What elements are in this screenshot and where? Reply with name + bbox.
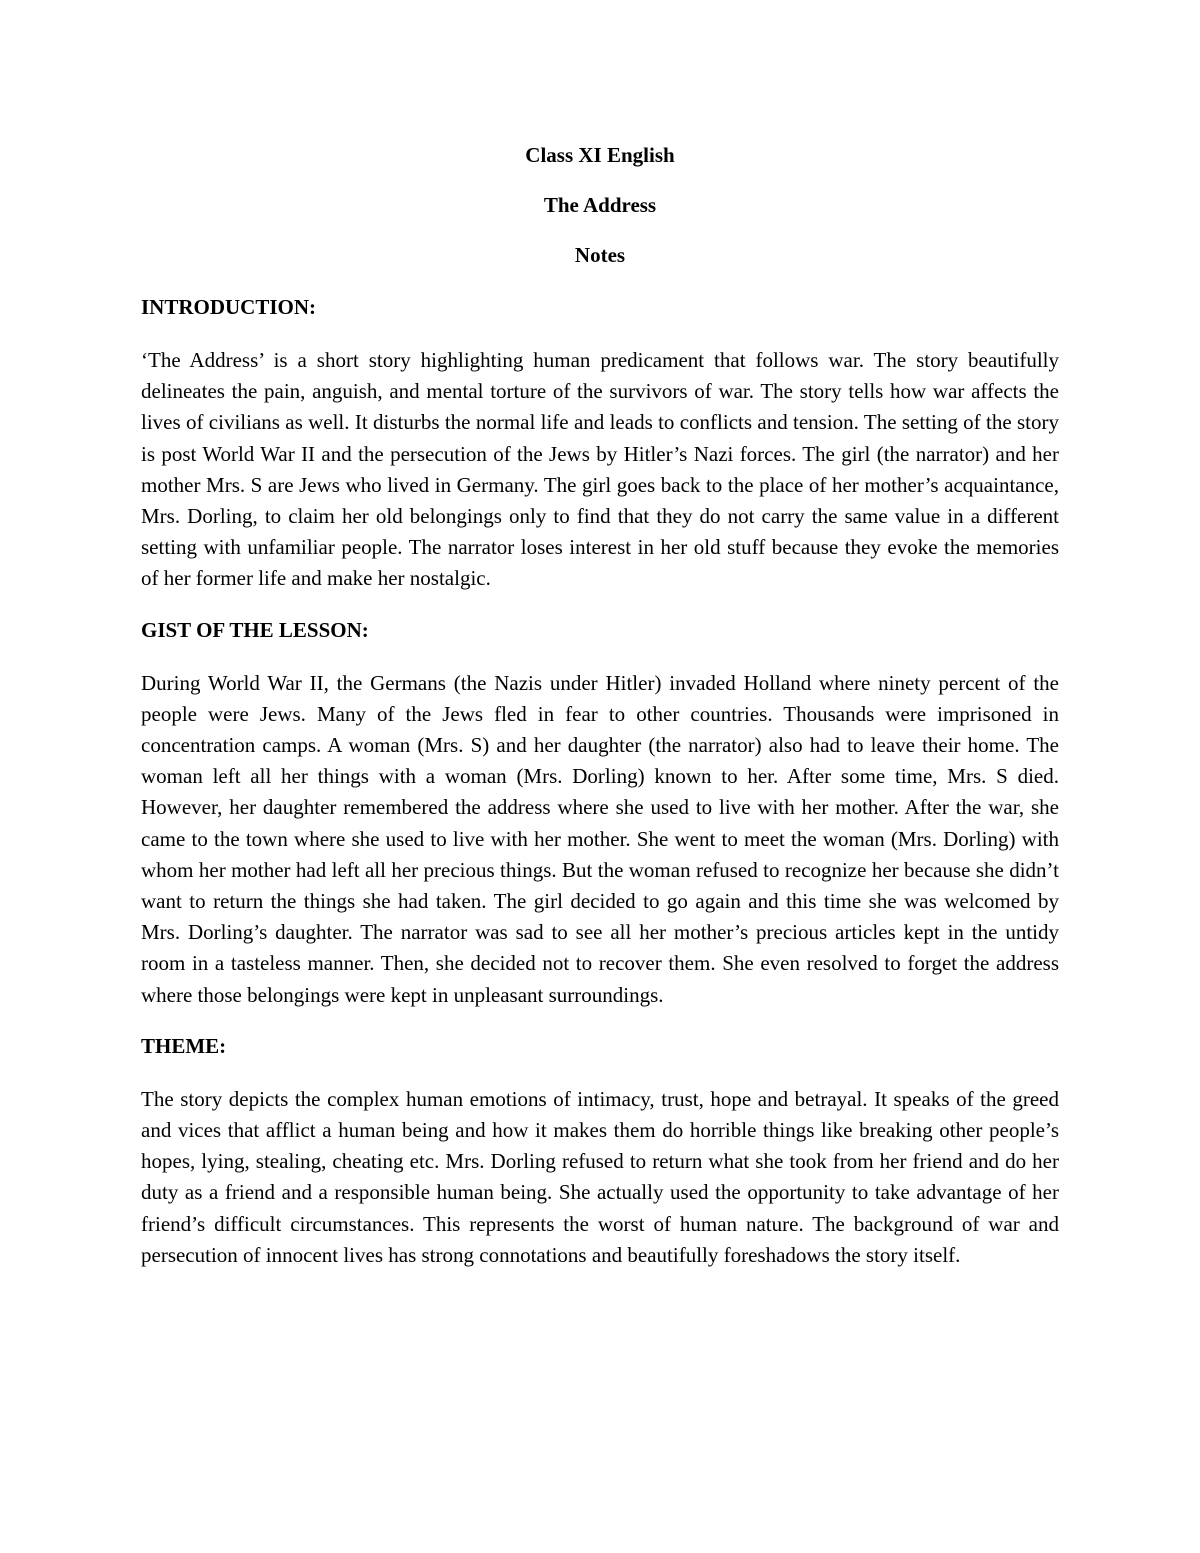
section-gist (141, 615, 1059, 1011)
title-block (141, 140, 1059, 270)
section-heading-gist: GIST OF THE LESSON: (141, 617, 369, 642)
class-line: Class XI English (525, 143, 675, 167)
section-body-gist: During World War II, the Germans (the Nazis under Hitler) invaded Holland where ninety percent of the people were Jews. Many of the Jews fled in fear to other countries. Thousands were imprisoned in concentration camps. A woman (Mrs. S) and her daughter (the narrator) also had to leave their home. The woman left all her things with a woman (Mrs. Dorling) known to her. After some time, Mrs. S died. However, her daughter remembered the address where she used to live with her mother. After the war, she came to the town where she used to live with her mother. She went to meet the woman (Mrs. Dorling) with whom her mother had left all her precious things. But the woman refused to recognize her because she didn’t want to return the things she had taken. The girl decided to go again and this time she was welcomed by Mrs. Dorling’s daughter. The narrator was sad to see all her mother’s precious articles kept in the untidy room in a tasteless manner. Then, she decided not to recover them. She even resolved to forget the address where those belongings were kept in unpleasant surroundings. (141, 670, 1059, 1007)
doc-type: Notes (574, 243, 626, 267)
section-body-introduction: ‘The Address’ is a short story highlighting human predicament that follows war. The story beautifully delineates the pain, anguish, and mental torture of the survivors of war. The story tells how war affects the lives of civilians as well. It disturbs the normal life and leads to conflicts and tension. The setting of the story is post World War II and the persecution of the Jews by Hitler’s Nazi forces. The girl (the narrator) and her mother Mrs. S are Jews who lived in Germany. The girl goes back to the place of her mother’s acquaintance, Mrs. Dorling, to claim her old belongings only to find that they do not carry the same value in a different setting with unfamiliar people. The narrator loses interest in her old stuff because they evoke the memories of her former life and make her nostalgic. (141, 348, 1059, 591)
section-body-theme: The story depicts the complex human emotions of intimacy, trust, hope and betrayal. It speaks of the greed and vices that afflict a human being and how it makes them do horrible things like breaking other people’s hopes, lying, stealing, cheating etc. Mrs. Dorling refused to return what she took from her friend and do her duty as a friend and a responsible human being. She actually used the opportunity to take advantage of her friend’s difficult circumstances. This represents the worst of human nature. The background of war and persecution of innocent lives has strong connotations and beautifully foreshadows the story itself. (141, 1086, 1059, 1267)
lesson-title: The Address (543, 193, 657, 217)
section-heading-theme: THEME: (141, 1033, 227, 1058)
section-heading-introduction: INTRODUCTION: (141, 295, 317, 319)
section-theme (141, 1031, 1059, 1271)
section-introduction (141, 292, 1059, 595)
